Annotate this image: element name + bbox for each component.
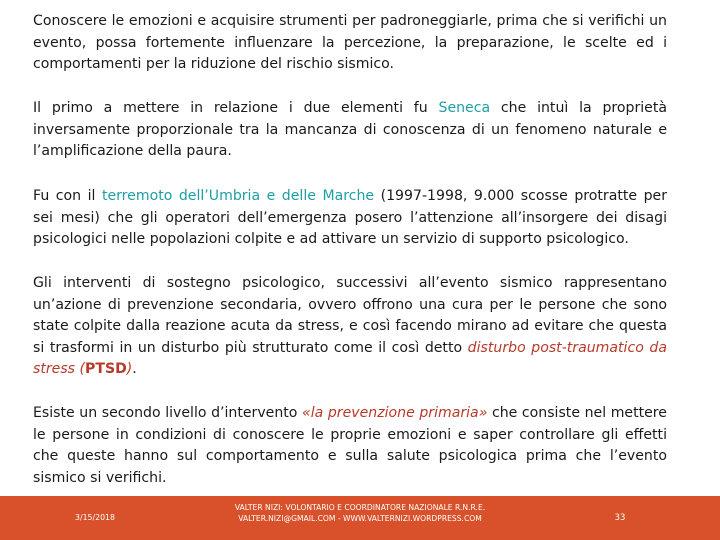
paragraph-text: Esiste un secondo livello d’intervento: [33, 405, 303, 421]
earthquake-highlight: terremoto dell’Umbria e delle Marche: [101, 188, 375, 204]
paragraph-text: che intuì la proprietà inversamente proporzionale tra la mancanza di conoscenza di un fenomeno naturale e l’amplificazione della paura.: [33, 100, 667, 159]
paragraph-earthquake: [33, 186, 667, 251]
ptsd-emphasis-end: ): [126, 361, 133, 377]
footer-credits-line2: VALTER.NIZI@GMAIL.COM - WWW.VALTERNIZI.WORDPRESS.COM: [238, 514, 482, 523]
paragraph-text: .: [132, 361, 137, 377]
paragraph-text: Gli interventi di sostegno psicologico, successivi all’evento sismico rappresentano un’azione di prevenzione secondaria, ovvero offrono una cura per le persone che sono state colpite dalla reazione acuta da stress, e così facendo mirano ad evitare che questa si trasformi in un disturbo più strutturato come il così detto: [33, 275, 667, 356]
paragraph-emotions: [33, 11, 667, 76]
footer-credits: [190, 502, 530, 524]
paragraph-primary-prevention: [33, 403, 667, 489]
paragraph-secondary-prevention: [33, 273, 667, 381]
paragraph-seneca: [33, 98, 667, 163]
footer-credits-line1: VALTER NIZI: VOLONTARIO E COORDINATORE NAZIONALE R.N.R.E.: [234, 503, 486, 512]
paragraph-text: Fu con il: [33, 188, 102, 204]
slide-body: [33, 11, 667, 486]
page-number: 33: [614, 513, 626, 523]
paragraph-text: (1997-1998, 9.000 scosse protratte per sei mesi) che gli operatori dell’emergenza posero l’attenzione all’insorgere dei disagi psicologici nelle popolazioni colpite e ad attivare un servizio di supporto psicologico.: [33, 188, 667, 247]
primary-prevention-emphasis: «la prevenzione primaria»: [302, 405, 488, 421]
paragraph-text: che consiste nel mettere le persone in condizioni di conoscere le proprie emozioni e saper controllare gli effetti che queste hanno sul comportamento e sulla salute psicologica prima che l’evento sismico si verifichi.: [33, 405, 667, 486]
slide-footer: [0, 496, 720, 540]
seneca-highlight: Seneca: [438, 100, 491, 116]
paragraph-text: Conoscere le emozioni e acquisire strumenti per padroneggiarle, prima che si verifichi un evento, possa fortemente influenzare la percezione, la preparazione, le scelte ed i comportamenti per la riduzione del rischio sismico.: [33, 13, 667, 72]
ptsd-acronym: PTSD: [85, 361, 127, 377]
footer-date: 3/15/2018: [75, 513, 115, 522]
paragraph-text: Il primo a mettere in relazione i due elementi fu: [33, 100, 439, 116]
ptsd-emphasis: disturbo post-traumatico da stress (: [33, 339, 667, 377]
